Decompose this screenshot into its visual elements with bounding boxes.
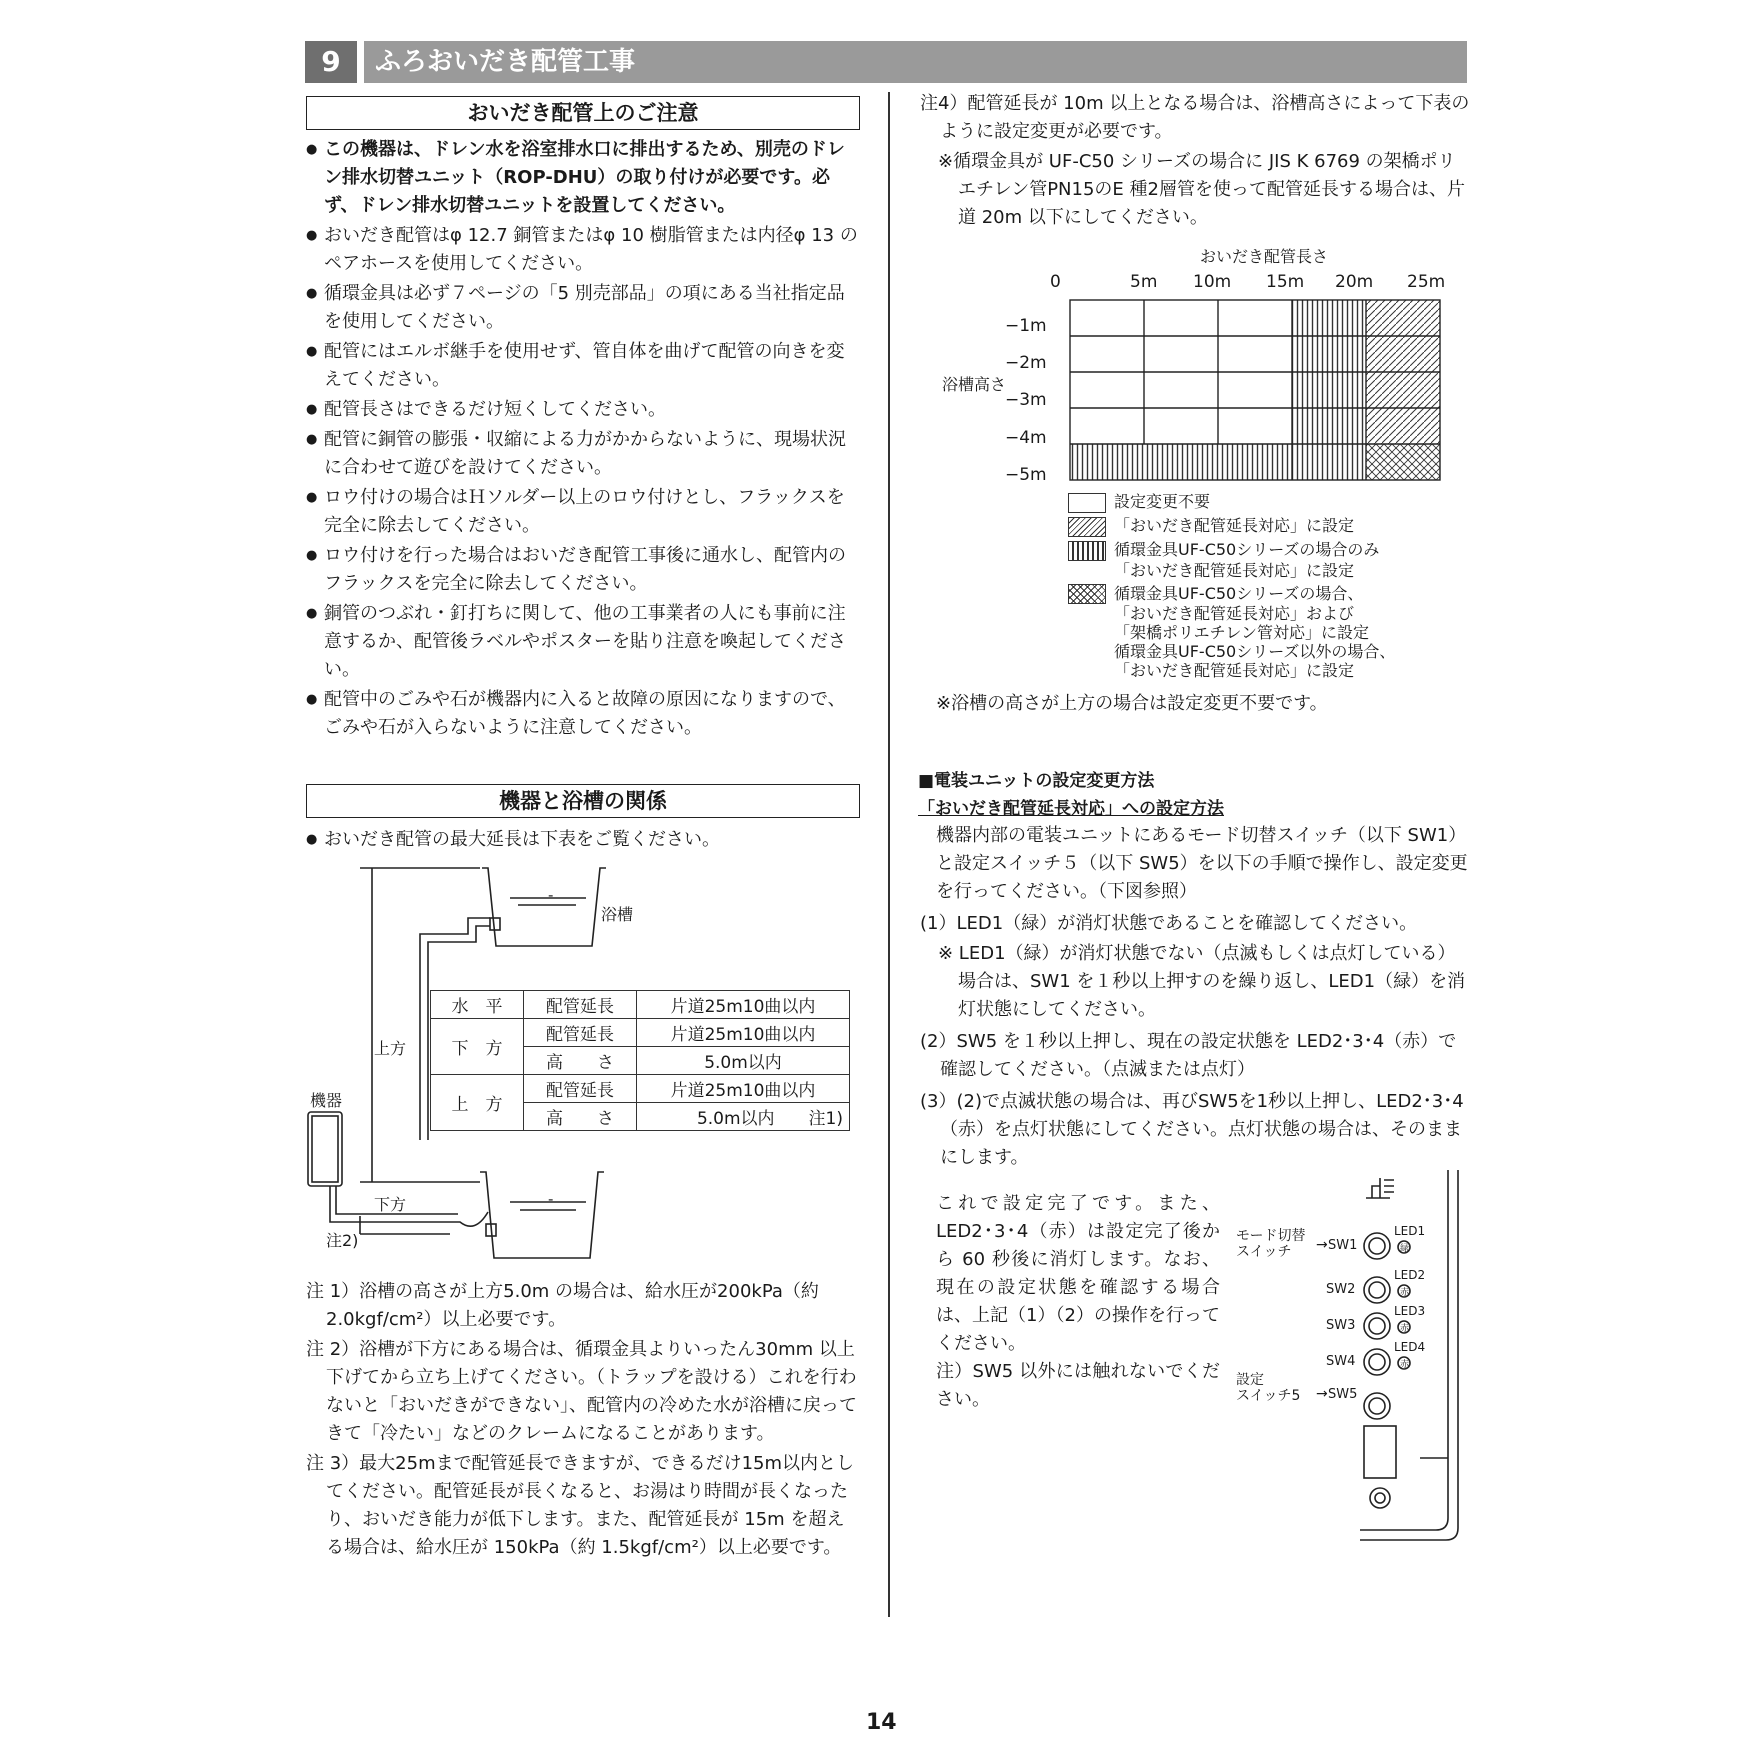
- setting-grid-chart: [1060, 296, 1444, 488]
- table-row: 高 さ 5.0m以内: [431, 1047, 850, 1075]
- legend-swatch-white: [1068, 493, 1106, 513]
- max-length-table: [430, 990, 850, 1131]
- final-text: これで設定完了です。また、LED2･3･4（赤）は設定完了後から 60 秒後に消灯します。なお、現在の設定状態を確認する場合は、上記（1）（2）の操作を行ってください。: [936, 1193, 1220, 1354]
- section-title: ふろおいだき配管工事: [375, 47, 636, 77]
- legend-item: 「おいだき配管延長対応」に設定: [1068, 516, 1468, 540]
- chart-cell-vert: [1292, 300, 1366, 480]
- table-row: 高 さ 5.0m以内 注1): [431, 1103, 850, 1131]
- column-divider: [888, 92, 890, 1617]
- caution-item-bold: ● この機器は、ドレン水を浴室排水口に排出するため、別売のドレン排水切替ユニット（ROP-DHU）の取り付けが必要です。必ず、ドレン排水切替ユニットを設置してください。: [306, 136, 862, 220]
- x-tick: 0: [1050, 272, 1061, 292]
- led3-color: 赤: [1400, 1324, 1410, 1334]
- x-tick: 15m: [1266, 272, 1305, 292]
- caution-list: [306, 136, 862, 744]
- step-1-note: ※ LED1（緑）が消灯状態でない（点滅もしくは点灯している）場合は、SW1 を１秒以上押すのを繰り返し、LED1（緑）を消灯状態にしてください。: [938, 943, 1466, 1020]
- caution-item: ● おいだき配管はφ 12.7 銅管またはφ 10 樹脂管または内径φ 13 のペアホースを使用してください。: [306, 222, 862, 278]
- chart-note: ※浴槽の高さが上方の場合は設定変更不要です。: [936, 693, 1328, 714]
- led4-color: 赤: [1400, 1360, 1410, 1370]
- header-separator: [357, 41, 364, 83]
- table-row: 下 方 配管延長 片道25m10曲以内: [431, 1019, 850, 1047]
- legend-swatch-vert: [1068, 541, 1106, 561]
- arrow-icon: →: [1316, 1386, 1328, 1402]
- caution-item: ● 配管長さはできるだけ短くしてください。: [306, 396, 862, 424]
- step-3: (3）(2)で点滅状態の場合は、再びSW5を1秒以上押し、LED2･3･4（赤）を点灯状態にしてください。点灯状態の場合は、そのままにします。: [920, 1091, 1464, 1168]
- notes-list: [306, 1278, 862, 1564]
- step-2: (2）SW5 を１秒以上押し、現在の設定状態を LED2･3･4（赤）で確認してください。（点滅または点灯）: [920, 1031, 1457, 1080]
- caution-item: ● ロウ付けを行った場合はおいだき配管工事後に通水し、配管内のフラックスを完全に除去してください。: [306, 542, 862, 598]
- sw5-label: SW5: [1328, 1387, 1358, 1402]
- sw2-label: SW2: [1326, 1282, 1356, 1297]
- subsection-title-cautions: おいだき配管上のご注意: [306, 96, 860, 130]
- note2-label: 注2): [326, 1231, 359, 1250]
- legend-item: 循環金具UF-C50シリーズの場合、 「おいだき配管延長対応」および 「架橋ポリエチレン管対応」に設定 循環金具UF-C50シリーズ以外の場合、 「おいだき配管延長対応」に設定: [1068, 584, 1468, 681]
- sw4-label: SW4: [1326, 1354, 1356, 1369]
- led1-color: 緑: [1400, 1244, 1410, 1254]
- sw3-label: SW3: [1326, 1318, 1356, 1333]
- y-tick: −3m: [1005, 390, 1047, 410]
- caution-item: ● 配管にはエルボ継手を使用せず、管自体を曲げて配管の向きを変えてください。: [306, 338, 862, 394]
- elec-subheading: 「おいだき配管延長対応」への設定方法: [918, 799, 1224, 819]
- note4-sub: ※循環金具が UF-C50 シリーズの場合に JIS K 6769 の架橋ポリエチレン管PN15のE 種2層管を使って配管延長する場合は、片道 20m 以下にしてください。: [938, 151, 1465, 228]
- final-note: 注）SW5 以外には触れないでください。: [936, 1361, 1220, 1410]
- x-tick: 20m: [1335, 272, 1374, 292]
- note-item: 注 1）浴槽の高さが上方5.0m の場合は、給水圧が200kPa（約2.0kgf/cm²）以上必要です。: [306, 1281, 819, 1330]
- chart-title: おいだき配管長さ: [1200, 247, 1329, 266]
- led1-label: LED1: [1394, 1224, 1426, 1238]
- lower-label: 下方: [374, 1195, 407, 1214]
- caution-item: ● 銅管のつぶれ・釘打ちに関して、他の工事業者の人にも事前に注意するか、配管後ラベルやポスターを貼り注意を喚起してください。: [306, 600, 862, 684]
- elec-intro: 機器内部の電装ユニットにあるモード切替スイッチ（以下 SW1）と設定スイッチ５（以下 SW5）を以下の手順で操作し、設定変更を行ってください。（下図参照）: [936, 825, 1468, 902]
- svg-text:-: -: [548, 1190, 554, 1208]
- y-tick: −1m: [1005, 316, 1047, 336]
- chart-legend: [1068, 492, 1468, 680]
- sw1-label: SW1: [1328, 1238, 1358, 1253]
- legend-swatch-cross: [1068, 584, 1106, 604]
- legend-item: 設定変更不要: [1068, 492, 1468, 516]
- section-number: 9: [305, 41, 357, 83]
- chart-y-title: 浴槽高さ: [942, 375, 1007, 394]
- x-tick: 5m: [1130, 272, 1158, 292]
- caution-item: ● 配管に銅管の膨張・収縮による力がかからないように、現場状況に合わせて遊びを設けてください。: [306, 426, 862, 482]
- subsection-title-relation: 機器と浴槽の関係: [306, 784, 860, 818]
- x-axis-ticks: [1040, 272, 1446, 296]
- x-tick: 10m: [1193, 272, 1232, 292]
- caution-item: ● ロウ付けの場合はＨソルダー以上のロウ付けとし、フラックスを完全に除去してください。: [306, 484, 862, 540]
- setting-switch-label: 設定 スイッチ5: [1236, 1372, 1301, 1404]
- mode-switch-label: モード切替 スイッチ: [1236, 1228, 1306, 1260]
- legend-swatch-diag: [1068, 517, 1106, 537]
- chart-cell-vert: [1070, 444, 1292, 480]
- y-tick: −5m: [1005, 465, 1047, 485]
- caution-item: ● 配管中のごみや石が機器内に入ると故障の原因になりますので、ごみや石が入らないように注意してください。: [306, 686, 862, 742]
- upper-label: 上方: [374, 1039, 407, 1058]
- relation-bullet: ● おいだき配管の最大延長は下表をご覧ください。: [306, 826, 862, 854]
- page-number: 14: [866, 1710, 897, 1735]
- chart-cell-cross: [1366, 444, 1440, 480]
- arrow-icon: →: [1316, 1237, 1328, 1253]
- x-tick: 25m: [1407, 272, 1446, 292]
- elec-heading: ■電装ユニットの設定変更方法: [918, 771, 1155, 791]
- led4-label: LED4: [1394, 1340, 1426, 1354]
- bathtub-label: 浴槽: [601, 905, 634, 924]
- svg-text:-: -: [548, 886, 554, 904]
- note-item: 注 2）浴槽が下方にある場合は、循環金具よりいったん30mm 以上下げてから立ち上げてください。（トラップを設ける）これを行わないと「おいだきができない」、配管内の冷めた水が浴槽に戻ってきて「冷たい」などのクレームになることがあります。: [306, 1339, 857, 1444]
- led2-label: LED2: [1394, 1268, 1426, 1282]
- legend-item: 循環金具UF-C50シリーズの場合のみ 「おいだき配管延長対応」に設定: [1068, 540, 1468, 580]
- led2-color: 赤: [1400, 1288, 1410, 1298]
- step-1: (1）LED1（緑）が消灯状態であることを確認してください。: [920, 913, 1418, 934]
- caution-item: ● 循環金具は必ず７ページの「5 別売部品」の項にある当社指定品を使用してください。: [306, 280, 862, 336]
- unit-label: 機器: [310, 1091, 343, 1110]
- y-tick: −2m: [1005, 353, 1047, 373]
- table-row: 水 平 配管延長 片道25m10曲以内: [431, 991, 850, 1019]
- y-tick: −4m: [1005, 428, 1047, 448]
- note4: 注4）配管延長が 10m 以上となる場合は、浴槽高さによって下表のように設定変更が必要です。: [920, 93, 1470, 142]
- note-item: 注 3）最大25mまで配管延長できますが、できるだけ15m以内としてください。配管延長が長くなると、お湯はり時間が長くなったり、おいだき能力が低下します。また、配管延長が 15m を超える場合は、給水圧が 150kPa（約 1.5kgf/cm²）以上必要です。: [306, 1453, 855, 1558]
- led3-label: LED3: [1394, 1304, 1426, 1318]
- table-row: 上 方 配管延長 片道25m10曲以内: [431, 1075, 850, 1103]
